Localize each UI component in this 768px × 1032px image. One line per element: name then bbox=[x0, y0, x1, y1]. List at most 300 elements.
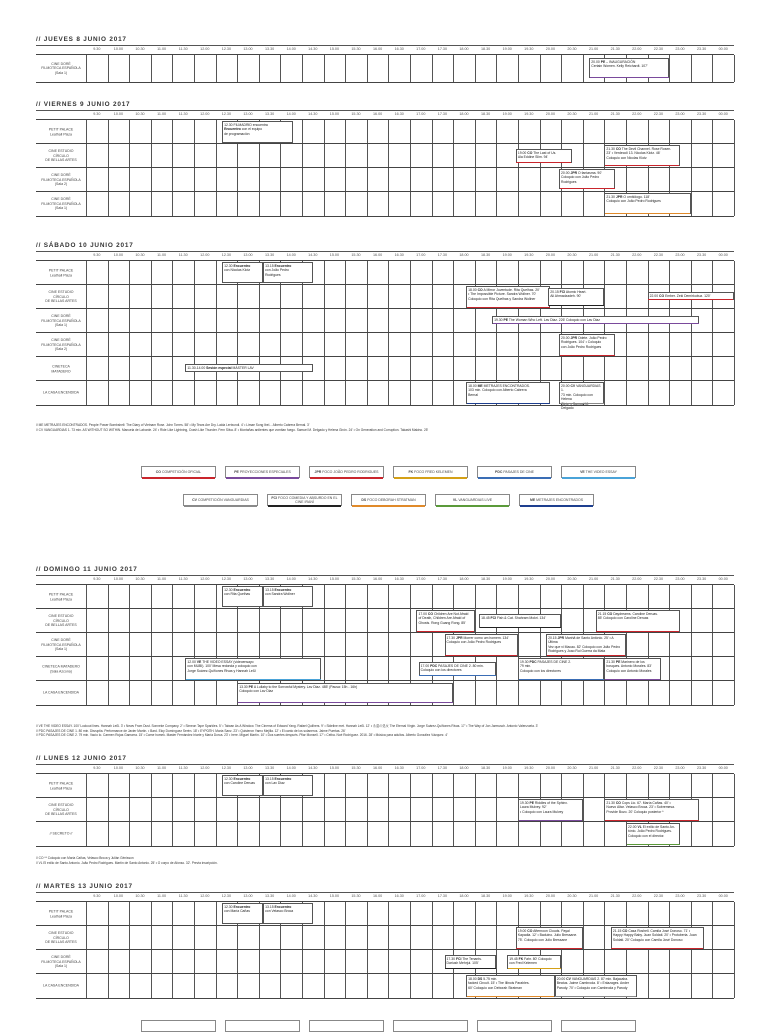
time-label: 10.00 bbox=[113, 253, 124, 257]
grid-line bbox=[129, 309, 130, 333]
grid-line bbox=[367, 950, 368, 974]
grid-line bbox=[216, 55, 217, 82]
venue-label: CINETECA MATADERO (Sala Azcona) bbox=[42, 664, 80, 673]
grid-line bbox=[129, 261, 130, 285]
grid-line bbox=[410, 657, 411, 681]
grid-line bbox=[734, 798, 735, 822]
time-label: 20.00 bbox=[545, 577, 556, 581]
grid-line bbox=[367, 261, 368, 285]
grid-line bbox=[324, 798, 325, 822]
event-block[interactable]: 20.15 JPR Manhã de Santo António. 25' • A Última Vez que vi Macau. 82' Coloquio con João Pedro Rodrigues y Joao Rui Guerra da Mata bbox=[546, 634, 626, 656]
event-block[interactable]: 20.15 FCI Atomic Heart. Ali Ahmadzadeh. 90' bbox=[548, 288, 604, 306]
category-bar bbox=[560, 403, 604, 404]
grid-line bbox=[324, 950, 325, 974]
event-block[interactable]: 17.30 JPR Morrer como um homem. 134' Coloquio con João Pedro Rodrigues bbox=[445, 634, 518, 656]
grid-line bbox=[540, 261, 541, 285]
grid-line bbox=[561, 357, 562, 381]
grid-line bbox=[216, 585, 217, 609]
time-label: 11.00 bbox=[157, 894, 167, 898]
grid-line bbox=[194, 55, 195, 82]
grid-line bbox=[324, 285, 325, 309]
venue-label: CINE DORÉ FILMOTECA ESPAÑOLA (Sala 1) bbox=[41, 638, 81, 652]
grid-line bbox=[280, 144, 281, 168]
grid-line bbox=[151, 357, 152, 381]
legend-color bbox=[268, 505, 341, 507]
event-category: FCI bbox=[455, 956, 462, 961]
grid-line bbox=[388, 950, 389, 974]
grid-line bbox=[172, 822, 173, 846]
time-label: 15.30 bbox=[351, 577, 361, 581]
event-block[interactable]: 13.15 Encuentro con João Pedro Rodrigues bbox=[263, 262, 313, 283]
event-category: FCI bbox=[490, 615, 497, 620]
day-title: // MARTES 13 JUNIO 2017 bbox=[36, 883, 133, 890]
legend-item-vl bbox=[435, 494, 510, 506]
day-4 bbox=[36, 566, 734, 695]
time-label: 22.00 bbox=[632, 894, 642, 898]
time-label: 18.30 bbox=[480, 894, 491, 898]
grid-line bbox=[280, 974, 281, 998]
category-bar bbox=[467, 403, 550, 404]
grid-line bbox=[626, 774, 627, 798]
grid-line bbox=[129, 633, 130, 657]
grid-line bbox=[86, 633, 87, 657]
event-block[interactable]: 22.00 VL El exilio de Santo An- tónio. João Pedro Rodrigues. Coloquio con el director. bbox=[626, 823, 680, 845]
time-label: 12.30 bbox=[221, 577, 232, 581]
grid-line bbox=[237, 822, 238, 846]
grid-line bbox=[367, 609, 368, 633]
time-label: 18.00 bbox=[459, 253, 469, 257]
time-label: 11.00 bbox=[157, 112, 167, 116]
grid-line bbox=[345, 633, 346, 657]
grid-line bbox=[86, 681, 87, 705]
grid-line bbox=[583, 261, 584, 285]
grid-line bbox=[194, 333, 195, 357]
grid-line bbox=[302, 609, 303, 633]
grid-line bbox=[583, 120, 584, 144]
grid-line bbox=[583, 585, 584, 609]
time-label: 22.00 bbox=[632, 253, 642, 257]
grid-line bbox=[172, 192, 173, 216]
event-category: CO bbox=[615, 146, 621, 151]
time-label: 15.00 bbox=[329, 47, 340, 51]
event-block[interactable]: 12.30 Encuentro con María Cañas bbox=[222, 903, 263, 924]
time-label: 16.00 bbox=[372, 766, 383, 770]
legend-strip-box bbox=[477, 1020, 552, 1032]
grid-line bbox=[194, 974, 195, 998]
grid-line bbox=[86, 357, 87, 381]
time-label: 16.30 bbox=[394, 577, 404, 581]
grid-line bbox=[216, 609, 217, 633]
grid-line bbox=[108, 822, 109, 846]
event-block[interactable]: 20.00 CV VANGUARDIAS 1. 73 min. Coloquio con Helena Delgado bbox=[559, 382, 604, 404]
event-category: FK bbox=[518, 956, 524, 961]
event-block[interactable]: 18.00 CO A Mirror Juventude. Rita Quelhas. 20' • The Impossible Picture. Sandra Wollner. 70' Coloquio con Rita Quelhas y Sandra Wollner bbox=[466, 286, 550, 308]
grid-line bbox=[496, 55, 497, 82]
event-block[interactable]: 20.00 JPR O fantasma. 90' Coloquio con João Pedro Rodrigues bbox=[559, 169, 615, 189]
event-block[interactable]: 21.15 CO Daydreams. Caroline Deruas. 85' Coloquio con Caroline Deruas bbox=[596, 610, 680, 632]
time-label: 23.00 bbox=[675, 894, 685, 898]
grid-line bbox=[367, 333, 368, 357]
time-label: 22.30 bbox=[653, 253, 664, 257]
legend-code: CV bbox=[192, 498, 197, 502]
time-label: 18.00 bbox=[459, 766, 469, 770]
event-block[interactable]: 21.30 JPR O ornitólogo. 118' Coloquio con João Pedro Rodrigues bbox=[604, 193, 690, 214]
time-label: 17.30 bbox=[437, 766, 448, 770]
time-label: 17.30 bbox=[437, 894, 448, 898]
time-axis bbox=[36, 764, 734, 773]
grid-line bbox=[151, 168, 152, 192]
grid-line bbox=[216, 902, 217, 926]
grid-line bbox=[583, 774, 584, 798]
venue-row bbox=[36, 332, 734, 357]
event-block[interactable]: 21.30 CO Cops Lio. 67. María Cañas. 40' • Nuevo Altar. Velasco Broca. 23' • Sobremesa. Provide Bozo. 20' Coloquio posterior * bbox=[604, 799, 699, 821]
grid-line bbox=[691, 774, 692, 798]
grid-line bbox=[280, 168, 281, 192]
time-label: 00.00 bbox=[718, 47, 728, 51]
time-label: 12.30 bbox=[221, 894, 232, 898]
grid-line bbox=[496, 950, 497, 974]
time-label: 11.00 bbox=[157, 47, 167, 51]
grid-line bbox=[475, 144, 476, 168]
time-label: 18.00 bbox=[459, 47, 469, 51]
grid-line bbox=[734, 926, 735, 950]
time-label: 15.30 bbox=[351, 112, 361, 116]
legend-label: ME METRAJES ENCONTRADOS bbox=[529, 498, 584, 502]
event-category: PE bbox=[503, 317, 509, 322]
event-block[interactable]: 12.00 VE THE VIDEO ESSAY (videoensayo con MUBI). 100' Mesa redonda y coloquio con Jorge Suárez-Quiñones Rivas y Hannah Leßl bbox=[185, 658, 321, 680]
event-category: PDC bbox=[430, 663, 438, 668]
grid-line bbox=[648, 333, 649, 357]
time-label: 17.00 bbox=[416, 766, 426, 770]
time-label: 00.00 bbox=[718, 894, 728, 898]
event-block[interactable]: 17.00 PDC PASAJES DE CINE 2. 80 min. Coloquio con los directores bbox=[419, 662, 497, 676]
event-category: ME bbox=[477, 383, 483, 388]
time-label: 12.00 bbox=[200, 253, 210, 257]
time-label: 13.00 bbox=[243, 577, 253, 581]
grid-line bbox=[324, 585, 325, 609]
grid-line bbox=[129, 333, 130, 357]
grid-line bbox=[496, 926, 497, 950]
time-label: 10.00 bbox=[113, 112, 124, 116]
grid-line bbox=[302, 381, 303, 405]
event-block[interactable]: 12.30 Encuentro con Rita Quelhas bbox=[222, 586, 263, 607]
event-block[interactable]: 12.30 Encuentro con Nicolas Klotz bbox=[222, 262, 263, 283]
time-label: 10.30 bbox=[135, 47, 145, 51]
grid-line bbox=[367, 657, 368, 681]
event-block[interactable]: 19.30 PDC PASAJES DE CINE 2. 79 min. Coloquio con los directores bbox=[518, 658, 604, 680]
legend-label: DS FOCO DEBORAH STRATMAN bbox=[361, 498, 416, 502]
legend-color bbox=[478, 477, 551, 479]
event-block[interactable]: 13.15 Encuentro con Velasco Broca bbox=[263, 903, 313, 924]
grid-line bbox=[108, 798, 109, 822]
event-block[interactable]: 21.15 CO Casa Roshell. Camila José Donoso. 71' • Happy Happy Baby. Juan Soldati. 20' • Protuberia. Juan Soldati. 20' Coloquio con Camila José Donoso bbox=[611, 927, 704, 949]
grid-line bbox=[345, 309, 346, 333]
event-block[interactable]: 13.30 PE A Lullaby to the Sorrowful Mystery. Lav Diaz. 485' (Pausa: 15h - 16h) Coloquio con Lav Diaz bbox=[237, 683, 453, 703]
time-label: 16.30 bbox=[394, 47, 404, 51]
time-label: 11.00 bbox=[157, 577, 167, 581]
grid-line bbox=[604, 585, 605, 609]
grid-line bbox=[345, 822, 346, 846]
time-label: 19.30 bbox=[524, 253, 534, 257]
time-label: 22.00 bbox=[632, 766, 642, 770]
category-bar bbox=[605, 820, 699, 821]
grid-line bbox=[388, 333, 389, 357]
time-label: 13.00 bbox=[243, 894, 253, 898]
time-label: 12.30 bbox=[221, 112, 232, 116]
grid-line bbox=[345, 261, 346, 285]
grid-line bbox=[302, 950, 303, 974]
event-strong: Encuentro bbox=[233, 587, 251, 592]
grid-line bbox=[604, 950, 605, 974]
grid-line bbox=[496, 657, 497, 681]
time-label: 13.00 bbox=[243, 47, 253, 51]
grid-line bbox=[129, 974, 130, 998]
grid-line bbox=[345, 774, 346, 798]
grid-line bbox=[194, 285, 195, 309]
grid-line bbox=[345, 950, 346, 974]
event-block[interactable]: 19.00 CO Afternoon Clouds. Payal Kapadia. 12' • Baduino. Julio Bressane. 75'. Coloquio con Julio Bressane bbox=[516, 927, 583, 949]
category-bar bbox=[480, 627, 561, 628]
time-label: 23.00 bbox=[675, 47, 685, 51]
grid-line bbox=[216, 681, 217, 705]
grid-line bbox=[604, 285, 605, 309]
grid-line bbox=[86, 822, 87, 846]
grid-line bbox=[259, 192, 260, 216]
time-label: 15.30 bbox=[351, 47, 361, 51]
time-label: 22.30 bbox=[653, 112, 664, 116]
grid-line bbox=[324, 822, 325, 846]
grid-line bbox=[453, 381, 454, 405]
event-block[interactable]: 13.15 Encuentro con Sandra Wollner bbox=[263, 586, 313, 607]
grid-line bbox=[561, 120, 562, 144]
grid-line bbox=[432, 798, 433, 822]
grid-line bbox=[280, 798, 281, 822]
event-strong: Encuentro bbox=[274, 904, 292, 909]
grid-line bbox=[496, 585, 497, 609]
venue-row bbox=[36, 797, 734, 822]
grid-line bbox=[691, 55, 692, 82]
grid-line bbox=[151, 192, 152, 216]
grid-line bbox=[712, 657, 713, 681]
category-bar bbox=[419, 675, 496, 676]
time-label: 14.00 bbox=[286, 577, 296, 581]
time-label: 10.30 bbox=[135, 577, 145, 581]
time-label: 15.30 bbox=[351, 766, 361, 770]
event-category: JPR bbox=[570, 170, 578, 175]
grid-line bbox=[259, 950, 260, 974]
event-block[interactable]: 17.00 CO Children Are Not Afraid of Death, Children Are Afraid of Ghosts. Rong Guang Rong. 85' bbox=[416, 610, 474, 632]
venue-row bbox=[36, 284, 734, 309]
time-label: 19.00 bbox=[502, 112, 512, 116]
grid-line bbox=[345, 609, 346, 633]
grid-line bbox=[194, 681, 195, 705]
event-block[interactable]: 18.00 ME METRAJES ENCONTRADOS. 103 min. Coloquio con Alberto Cabrera Bernal bbox=[466, 382, 550, 404]
event-block[interactable]: 18.00 DS 5.75 min. facked Circuit. 15' • The Illinois Parables. 60' Coloquio con Deborah Stratman bbox=[466, 975, 555, 997]
grid-line bbox=[712, 168, 713, 192]
time-label: 00.00 bbox=[718, 253, 728, 257]
grid-line bbox=[604, 261, 605, 285]
grid-line bbox=[108, 950, 109, 974]
event-block[interactable]: 20.00 PE – INAUGURACIÓN Certain Women. Kelly Reichardt. 107' bbox=[589, 58, 669, 78]
grid-line bbox=[648, 585, 649, 609]
grid-line bbox=[129, 357, 130, 381]
grid-line bbox=[734, 309, 735, 333]
grid-line bbox=[432, 285, 433, 309]
grid-line bbox=[388, 926, 389, 950]
grid-line bbox=[734, 168, 735, 192]
grid-line bbox=[172, 55, 173, 82]
grid-line bbox=[561, 774, 562, 798]
grid-line bbox=[388, 822, 389, 846]
grid-line bbox=[410, 168, 411, 192]
category-bar bbox=[549, 305, 604, 306]
legend-item-fk bbox=[393, 466, 468, 478]
time-label: 18.30 bbox=[480, 253, 491, 257]
event-block[interactable]: 21.30 PE Marinero de los bosques. Antonio Morales. 83' Coloquio con Antonio Morales bbox=[604, 658, 660, 680]
legend-item-fci bbox=[267, 494, 342, 506]
grid-line bbox=[108, 381, 109, 405]
grid-line bbox=[432, 774, 433, 798]
time-label: 18.30 bbox=[480, 112, 491, 116]
grid-line bbox=[172, 798, 173, 822]
grid-line bbox=[108, 168, 109, 192]
event-block[interactable]: 22.00 CO Ember. Zeki Demirkubuz. 120' bbox=[648, 292, 734, 300]
event-block[interactable]: 19.00 CO The Last of Us. Ala Eddine Slim. 94' bbox=[516, 149, 572, 163]
grid-line bbox=[712, 309, 713, 333]
legend-label: FCI FOCO COMEDIA Y ABSURDO EN EL CINE IRANÍ bbox=[271, 496, 338, 504]
time-label: 21.00 bbox=[588, 766, 599, 770]
grid-line bbox=[561, 609, 562, 633]
category-bar bbox=[467, 996, 555, 997]
venue-label: CINETECA MATADERO bbox=[51, 364, 71, 373]
grid-line bbox=[237, 55, 238, 82]
venue-row bbox=[36, 380, 734, 410]
grid-line bbox=[734, 285, 735, 309]
event-block[interactable]: 19.30 PE Riddles of the Sphinx. Laura Mulvey. 92' • Coloquio con Laura Mulvey bbox=[518, 799, 583, 821]
time-label: 16.30 bbox=[394, 894, 404, 898]
grid-line bbox=[432, 926, 433, 950]
grid-line bbox=[432, 381, 433, 405]
event-category: CO bbox=[427, 611, 433, 616]
time-label: 17.30 bbox=[437, 47, 448, 51]
time-label: 23.30 bbox=[696, 577, 707, 581]
legend-label: VL VANGUARDIAS LIVE bbox=[452, 498, 493, 502]
time-label: 19.00 bbox=[502, 766, 512, 770]
grid-line bbox=[691, 144, 692, 168]
event-block[interactable]: 21.30 CO The Devil Channel. Rose Rosen. 23' • Verdecoli 13. Nicolas Klotz. 46' Coloquio con Nicolas Klotz bbox=[604, 145, 680, 166]
grid-line bbox=[453, 55, 454, 82]
legend-color bbox=[142, 477, 215, 479]
grid-line bbox=[237, 333, 238, 357]
grid-line bbox=[648, 168, 649, 192]
grid-line bbox=[216, 822, 217, 846]
event-category: PE bbox=[248, 684, 254, 689]
time-label: 16.00 bbox=[372, 253, 383, 257]
grid-line bbox=[453, 192, 454, 216]
grid-line bbox=[367, 357, 368, 381]
grid-line bbox=[432, 309, 433, 333]
category-bar bbox=[596, 631, 679, 632]
grid-line bbox=[561, 585, 562, 609]
time-label: 19.30 bbox=[524, 112, 534, 116]
event-block[interactable]: 12.30 FILMADRID encuentra Encuentro con el equipo de programación bbox=[222, 121, 293, 143]
event-block[interactable]: 17.30 FCI The Tenants. Dariush Mehrjui. 105' bbox=[445, 955, 497, 969]
legend-color bbox=[310, 477, 383, 479]
grid-line bbox=[172, 657, 173, 681]
time-label: 10.00 bbox=[113, 894, 124, 898]
grid-line bbox=[302, 285, 303, 309]
grid-line bbox=[410, 822, 411, 846]
grid-line bbox=[496, 333, 497, 357]
grid-line bbox=[475, 585, 476, 609]
event-block[interactable]: 12.30 Encuentro con Caroline Deruas bbox=[222, 775, 263, 796]
event-block[interactable]: 11.30-14.00 Sesión especial MÁSTER LAV bbox=[185, 364, 312, 372]
grid-line bbox=[540, 902, 541, 926]
grid-line bbox=[453, 333, 454, 357]
event-block[interactable]: 19.45 FK Fahr. 80' Coloquio con Fred Kelemen bbox=[507, 955, 561, 969]
time-label: 13.00 bbox=[243, 112, 253, 116]
grid-line bbox=[734, 192, 735, 216]
time-label: 16.30 bbox=[394, 766, 404, 770]
time-label: 12.00 bbox=[200, 577, 210, 581]
grid-line bbox=[712, 120, 713, 144]
event-block[interactable]: 13.15 Encuentro con Lav Diaz bbox=[263, 775, 313, 796]
grid-line bbox=[259, 309, 260, 333]
venue-label: CINE ESTUDIO CÍRCULO DE BELLAS ARTES bbox=[45, 931, 77, 945]
grid-line bbox=[410, 926, 411, 950]
legend-color bbox=[184, 505, 257, 507]
time-label: 20.00 bbox=[545, 112, 556, 116]
event-strong: Encuentro bbox=[233, 263, 251, 268]
time-label: 15.00 bbox=[329, 894, 340, 898]
day-notes bbox=[36, 856, 734, 865]
event-block[interactable]: 18.45 FCI Fish & Cat. Shahram Mokri. 134' bbox=[479, 614, 561, 628]
grid-line bbox=[691, 681, 692, 705]
grid-line bbox=[734, 822, 735, 846]
grid-line bbox=[129, 55, 130, 82]
grid-line bbox=[518, 261, 519, 285]
grid-line bbox=[583, 55, 584, 82]
event-block[interactable]: 20.00 JPR Odete. João Pedro Rodrigues. 104' • Coloquio con João Pedro Rodrigues bbox=[559, 334, 615, 356]
grid-line bbox=[669, 381, 670, 405]
event-block[interactable]: 20.00 CV VANGUARDIAS 2. 87 min. Bajacaba. Beatus. Jaime Cambroda. 8' • Enlazages. Ander Parody. 70' • Coloquio con Cambroda y Parody bbox=[555, 975, 637, 997]
time-label: 11.30 bbox=[178, 577, 188, 581]
event-block[interactable]: 19.30 PE The Woman Who Left. Lav Diaz. 226' Coloquio con Lav Diaz bbox=[492, 316, 699, 324]
grid-line bbox=[324, 357, 325, 381]
venue-label: PETIT PALACE Leathall Plaza bbox=[48, 592, 74, 601]
venue-row bbox=[36, 901, 734, 926]
legend-item-cv bbox=[183, 494, 258, 506]
venue-row bbox=[36, 632, 734, 657]
grid-line bbox=[669, 681, 670, 705]
grid-line bbox=[216, 192, 217, 216]
time-label: 13.30 bbox=[264, 112, 275, 116]
grid-line bbox=[410, 261, 411, 285]
note-line: // VL El exilio de Santo Antonio. João Pedro Rodrigues. Martín de Santo Antonio. 25' • O corpo de Afonso. 32'. Previa inscripción. bbox=[36, 860, 218, 865]
venue-row bbox=[36, 608, 734, 633]
grid-line bbox=[734, 144, 735, 168]
grid-line bbox=[108, 902, 109, 926]
grid-line bbox=[626, 333, 627, 357]
grid-line bbox=[734, 681, 735, 705]
time-label: 21.00 bbox=[588, 253, 599, 257]
legend-code: PE bbox=[234, 470, 239, 474]
legend-strip-box bbox=[225, 1020, 300, 1032]
grid-line bbox=[86, 657, 87, 681]
note-line: // CO ** Coloquio con María Cañas, Velasco Broca y Julián Génisson bbox=[36, 856, 134, 860]
grid-line bbox=[108, 333, 109, 357]
grid-line bbox=[324, 902, 325, 926]
